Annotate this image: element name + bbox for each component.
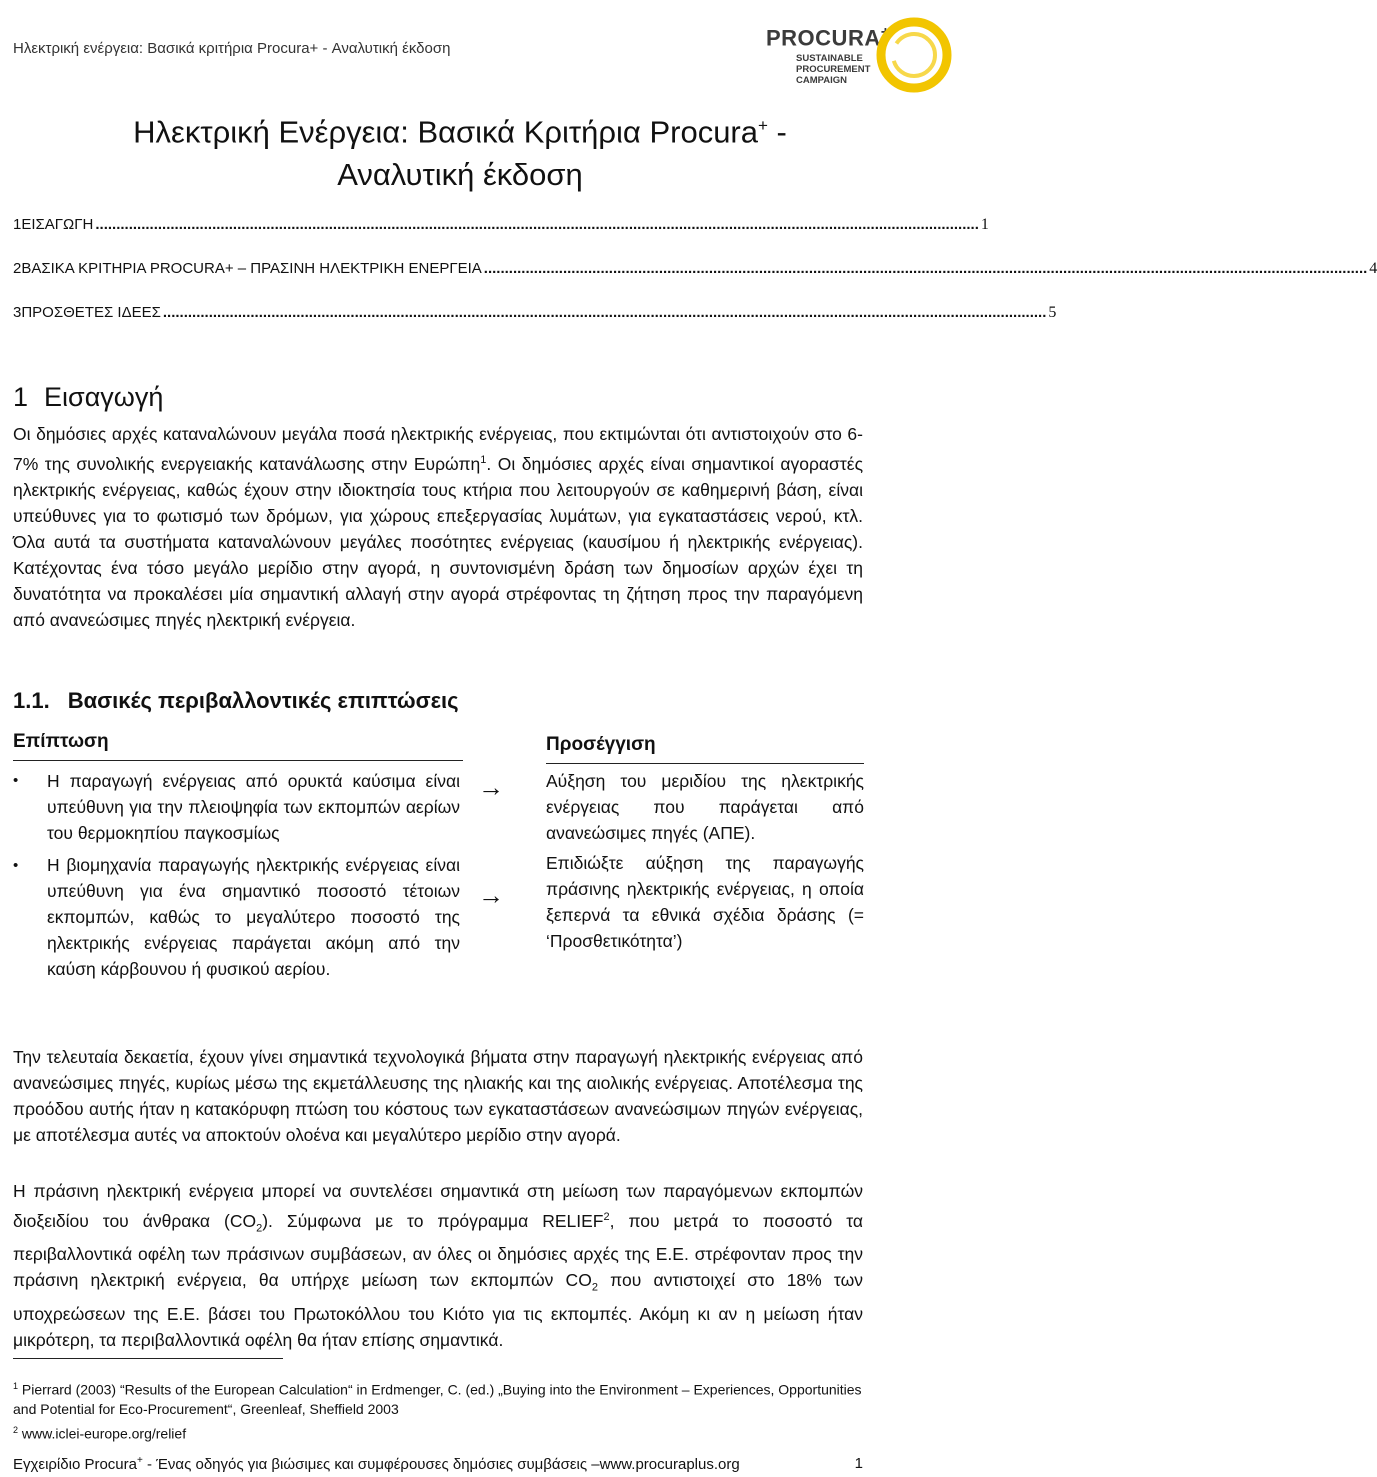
page-number: 1 [854,1455,863,1472]
technology-paragraph: Την τελευταία δεκαετία, έχουν γίνει σημαντικά τεχνολογικά βήματα στην παραγωγή ηλεκτρικής ενέργειας από ανανεώσιμες πηγές, κυρίως μέσω της εκμετάλλευσης της ηλιακής και της αιολικής ενέργειας. Αποτέλεσμα της προόδου αυτής ήταν η κατακόρυφη πτώση του κόστους των εγκαταστάσεων ανανεώσιμων πηγών ενέργειας, με αποτέλεσμα αυτές να αποκτούν ολοένα και μεγαλύτερο μερίδιο στην αγορά. [13,1047,863,1145]
logo-ring-icon [872,13,952,93]
arrow-right-icon: → [478,880,504,910]
procura-logo [762,10,952,92]
column-header-approach: Προσέγγιση [546,734,656,755]
toc-entry-3[interactable]: 3 ΠΡΟΣΘΕΤΕΣ ΙΔΕΕΣ .................................................................................................................................................................................................................... 5 [13,304,1057,321]
footer-text: Εγχειρίδιο Procura+ - Ένας οδηγός για βιώσιμες και συμφέρουσες δημόσιες συμβάσεις –www.procuraplus.org [13,1455,740,1473]
footnote-1: $^1$ Pierrard (2003) “Results of the European Calculation“ in Erdmenger, C. (ed.) „Buying into the Environment – Experiences, Opportunities and Potential for Eco-Procurement“, Greenleaf, Sheffield 2003 [13,1381,862,1417]
toc-entry-2[interactable]: 2 ΒΑΣΙΚΑ ΚΡΙΤΗΡΙΑ PROCURA+ – ΠΡΑΣΙΝΗ ΗΛΕΚΤΡΙΚΗ ΕΝΕΡΓΕΙΑ .................................................................................................................................................................................................................... 4 [13,260,1377,277]
section-heading-introduction: 1 Εισαγωγή [13,382,164,412]
impact-item-1: Η παραγωγή ενέργειας από ορυκτά καύσιμα είναι υπεύθυνη για την πλειοψηφία των εκπομπών αερίων του θερμοκηπίου παγκοσμίως [47,771,460,843]
page-footer [13,1455,863,1473]
approach-item-2: Επιδιώξτε αύξηση της παραγωγής πράσινης ηλεκτρικής ενέργειας, η οποία ξεπερνά τα εθνικά σχέδια δράσης (= ‘Προσθετικότητα’) [546,853,864,951]
toc-entry-1[interactable]: 1 ΕΙΣΑΓΩΓΗ .................................................................................................................................................................................................................... 1 [13,216,989,233]
footnote-2[interactable]: $^2$ www.iclei-europe.org/relief [13,1425,187,1442]
document-title: Ηλεκτρική Ενέργεια: Βασικά Κριτήρια Procura+ - Αναλυτική έκδοση [133,114,787,193]
bullet-icon: • [13,772,19,789]
co2-paragraph: Η πράσινη ηλεκτρική ενέργεια μπορεί να συντελέσει σημαντικά στη μείωση των παραγόμενων εκπομπών διοξειδίου του άνθρακα $(CO_2)$. Σύμφωνα με το πρόγραμμα RELIEF$^2$, που μετρά το ποσοστό τα περιβαλλοντικά οφέλη των πράσινων συμβάσεων, αν όλες οι δημόσιες αρχές της Ε.Ε. στρέφονταν προς την πράσινη ηλεκτρική ενέργεια, θα υπήρχε μείωση των εκπομπών $CO_2$ που αντιστοιχεί στο 18% των υποχρεώσεων της Ε.Ε. βάσει του Πρωτοκόλλου του Κιότο για τις εκπομπές. Ακόμη κι αν η μείωση ήταν μικρότερη, τα περιβαλλοντικά οφέλη θα ήταν επίσης σημαντικά. [13,1181,864,1350]
column-header-impact: Επίπτωση [13,731,109,752]
impact-item-2: Η βιομηχανία παραγωγής ηλεκτρικής ενέργειας είναι υπεύθυνη για ένα σημαντικό ποσοστό τέτοιων εκπομπών, καθώς το μεγαλύτερο ποσοστό της ηλεκτρικής ενέργειας παράγεται ακόμη από την καύση κάρβουνου ή φυσικού αερίου. [47,855,460,979]
footnote-separator [13,1358,283,1359]
running-header: Ηλεκτρική ενέργεια: Βασικά κριτήρια Procura+ - Αναλυτική έκδοση [13,40,451,57]
subsection-heading-impacts: 1.1. Βασικές περιβαλλοντικές επιπτώσεις [13,688,459,713]
approach-item-1: Αύξηση του μεριδίου της ηλεκτρικής ενέργειας που παράγεται από ανανεώσιμες πηγές (ΑΠΕ). [546,771,864,843]
arrow-right-icon: → [478,772,504,802]
logo-wordmark: PROCURA+ [766,24,891,51]
intro-paragraph: Οι δημόσιες αρχές καταναλώνουν μεγάλα ποσά ηλεκτρικής ενέργειας, που εκτιμώνται ότι αντιστοιχούν στο 6-7% της συνολικής ενεργειακής κατανάλωσης στην Ευρώπη$^1$. Οι δημόσιες αρχές είναι σημαντικοί αγοραστές ηλεκτρικής ενέργειας, καθώς έχουν στην ιδιοκτησία τους κτήρια που λειτουργούν σε καθημερινή βάση, είναι υπεύθυνες για το φωτισμό των δρόμων, για χώρους επεξεργασίας λυμάτων, για εγκαταστάσεις νερού, κτλ. Όλα αυτά τα συστήματα καταναλώνουν μεγάλες ποσότητες ενέργειας (καυσίμου ή ηλεκτρικής ενέργειας). Κατέχοντας ένα τόσο μεγάλο μερίδιο στην αγορά, η συντονισμένη δράση των δημοσίων αρχών έχει τη δυνατότητα να προκαλέσει μία σημαντική αλλαγή στην αγορά στρέφοντας τη ζήτηση προς την παραγόμενη από ανανεώσιμες πηγές ηλεκτρική ενέργεια. [13,424,863,630]
impact-header-rule [13,760,463,761]
logo-subtitle: SUSTAINABLE PROCUREMENT CAMPAIGN [796,53,871,86]
approach-header-rule [546,763,864,764]
bullet-icon: • [13,857,19,874]
